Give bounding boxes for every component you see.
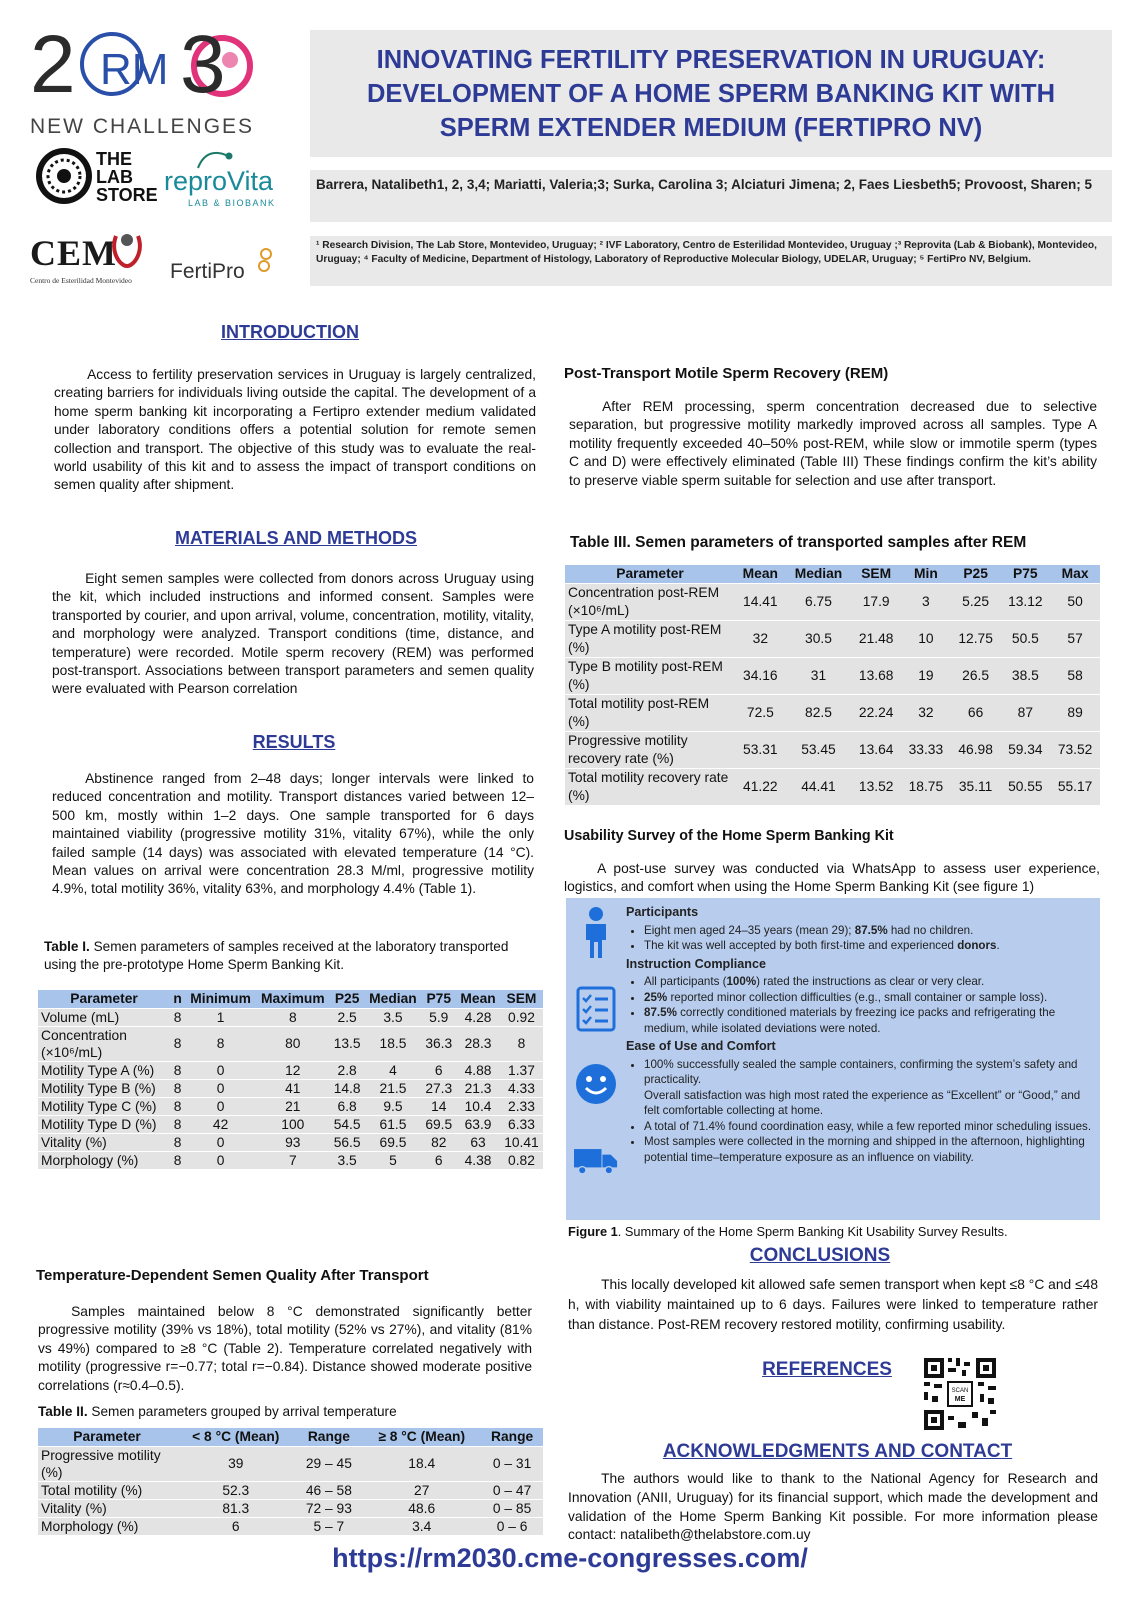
cem-text: CEM bbox=[30, 233, 117, 273]
table-cell: 82 bbox=[421, 1133, 456, 1151]
table-cell: 72 – 93 bbox=[296, 1499, 363, 1517]
table3-caption: Table III. Semen parameters of transported samples after REM bbox=[570, 534, 1027, 551]
table-cell: 21.48 bbox=[851, 620, 901, 657]
table-row bbox=[38, 1061, 543, 1079]
text-emphasis: donors bbox=[957, 939, 997, 952]
table-cell: Morphology (%) bbox=[38, 1517, 176, 1535]
table-cell: 44.41 bbox=[786, 768, 852, 805]
table-row bbox=[38, 1115, 543, 1133]
methods-title: MATERIALS AND METHODS bbox=[175, 528, 417, 548]
text-emphasis: 87.5% bbox=[854, 923, 888, 937]
table-cell: 87 bbox=[1000, 694, 1050, 731]
instruction-heading: Instruction Compliance bbox=[626, 956, 766, 971]
table2-caption bbox=[38, 1403, 532, 1421]
svg-text:ME: ME bbox=[954, 1396, 966, 1403]
table-cell: Volume (mL) bbox=[38, 1008, 170, 1026]
lab-store-logo bbox=[34, 146, 158, 210]
table-cell: 19 bbox=[901, 657, 951, 694]
table-cell: 32 bbox=[735, 620, 786, 657]
table-cell: 5.25 bbox=[951, 583, 1001, 620]
table-row bbox=[38, 1151, 543, 1169]
table-cell: Motility Type C (%) bbox=[38, 1097, 170, 1115]
authors: Barrera, Natalibeth1, 2, 3,4; Mariatti, Valeria;3; Surka, Carolina 3; Alciaturi Jimena; 2, Faes Liesbeth5; Provoost, Sharen; 5 bbox=[310, 170, 1112, 222]
table-cell: 21.5 bbox=[365, 1079, 422, 1097]
table-cell: 80 bbox=[256, 1026, 330, 1061]
table-cell: Type B motility post-REM (%) bbox=[565, 657, 735, 694]
table-cell: 28.3 bbox=[456, 1026, 500, 1061]
table-cell: 12.75 bbox=[951, 620, 1001, 657]
ease-list bbox=[626, 1057, 1092, 1166]
table-row bbox=[38, 1446, 543, 1481]
figure1-caption-text: . Summary of the Home Sperm Banking Kit Usability Survey Results. bbox=[617, 1224, 1008, 1239]
methods-text: Eight semen samples were collected from donors across Uruguay using the kit, which included instructions and informed consent. Samples were transported by courier, and upon arrival, volume, concentration, motility, vitality, and morphology were analyzed. Transport conditions (time, distance, and temperature) were recorded. Motile sperm recovery (REM) was performed post-transport. Associations between transport parameters and semen quality were evaluated with Pearson correlation bbox=[52, 571, 534, 697]
table-cell: 50 bbox=[1050, 583, 1100, 620]
table-cell: Motility Type B (%) bbox=[38, 1079, 170, 1097]
table-header-cell: Parameter bbox=[565, 565, 735, 583]
text-fragment: All participants ( bbox=[644, 975, 727, 988]
fertipro-text: FertiPro bbox=[170, 260, 245, 283]
table1-caption-text: Semen parameters of samples received at the laboratory transported using the pre-prototype Home Sperm Banking Kit. bbox=[44, 939, 509, 972]
table-cell: 58 bbox=[1050, 657, 1100, 694]
table1 bbox=[38, 990, 543, 1169]
table-cell: 34.16 bbox=[735, 657, 786, 694]
table-cell: 6.8 bbox=[330, 1097, 365, 1115]
table-header-cell: Mean bbox=[735, 565, 786, 583]
table-cell: 48.6 bbox=[362, 1499, 481, 1517]
table-cell: 53.31 bbox=[735, 731, 786, 768]
table-cell: 38.5 bbox=[1000, 657, 1050, 694]
table-cell: 8 bbox=[170, 1151, 185, 1169]
table-cell: 57 bbox=[1050, 620, 1100, 657]
table-cell: 13.64 bbox=[851, 731, 901, 768]
table1-caption-label: Table I. bbox=[44, 939, 90, 954]
table-cell: Progressive motility (%) bbox=[38, 1446, 176, 1481]
table-cell: 8 bbox=[500, 1026, 543, 1061]
table-cell: 4.33 bbox=[500, 1079, 543, 1097]
usability-text: A post-use survey was conducted via WhatsApp to assess user experience, logistics, and comfort when using the Home Sperm Banking Kit (see figure 1) bbox=[564, 861, 1100, 895]
table-cell: 5.9 bbox=[421, 1008, 456, 1026]
table-cell: Total motility post-REM (%) bbox=[565, 694, 735, 731]
table-header-cell: P25 bbox=[951, 565, 1001, 583]
text-fragment: correctly conditioned materials by freezing ice packs and refrigerating the medium, while isolated deviations were noted. bbox=[644, 1006, 1056, 1035]
table-row bbox=[38, 1026, 543, 1061]
qr-code[interactable] bbox=[922, 1356, 998, 1432]
table-cell: 42 bbox=[185, 1115, 256, 1133]
table-cell: 50.55 bbox=[1000, 768, 1050, 805]
references-title: REFERENCES bbox=[762, 1359, 892, 1380]
figure1-caption-label: Figure 1 bbox=[568, 1224, 618, 1239]
text-fragment: 100% successfully sealed the sample containers, confirming the system’s safety and practicality. bbox=[644, 1057, 1078, 1086]
text-emphasis: 87.5% bbox=[644, 1006, 677, 1019]
reprovita-text: reproVita bbox=[164, 166, 274, 196]
reprovita-subtext: LAB & BIOBANK bbox=[188, 198, 276, 208]
table-cell: 13.52 bbox=[851, 768, 901, 805]
list-item bbox=[644, 1057, 1092, 1119]
table-cell: 8 bbox=[256, 1008, 330, 1026]
text-fragment: reported minor collection difficulties (e.g., small container or sample loss). bbox=[667, 990, 1048, 1004]
table-cell: 8 bbox=[170, 1133, 185, 1151]
table-cell: Concentration post-REM (×10⁶/mL) bbox=[565, 583, 735, 620]
text-emphasis: 25% bbox=[644, 990, 668, 1004]
table-cell: 14 bbox=[421, 1097, 456, 1115]
table-row bbox=[38, 1097, 543, 1115]
rem-text: After REM processing, sperm concentration decreased due to selective separation, but progressive motility markedly improved across all samples. Type A motility frequently exceeded 40–50% post-REM, while slow or immotile sperm (types C and D) were effectively eliminated (Table III) These findings confirm the kit’s ability to preserve viable sperm suitable for selection and use after transport. bbox=[569, 399, 1097, 488]
table-cell: 6 bbox=[421, 1061, 456, 1079]
results-text: Abstinence ranged from 2–48 days; longer intervals were linked to reduced concentration and motility. Transport distances varied between 12–500 km, mostly within 1–2 days. One sample transported for 6 days maintained viability (progressive motility 31%, vitality 67%), while the only failed sample (14 days) was associated with elevated temperature (14 °C). Mean values on arrival were concentration 28.3 M/ml, progressive motility 4.9%, total motility 36%, vitality 63%, and morphology 4.4% (Table 1). bbox=[52, 771, 534, 897]
table-cell: 3.5 bbox=[365, 1008, 422, 1026]
svg-text:3: 3 bbox=[180, 22, 226, 108]
table-cell: 5 bbox=[365, 1151, 422, 1169]
table-cell: 46 – 58 bbox=[296, 1481, 363, 1499]
table-row bbox=[38, 1008, 543, 1026]
table-row bbox=[565, 583, 1100, 620]
list-item bbox=[644, 923, 1092, 939]
table-cell: 18.4 bbox=[362, 1446, 481, 1481]
table-cell: Motility Type D (%) bbox=[38, 1115, 170, 1133]
conclusions-title: CONCLUSIONS bbox=[749, 1245, 891, 1266]
table-header-cell: Parameter bbox=[38, 1428, 176, 1446]
instruction-list bbox=[626, 974, 1092, 1036]
table-cell: 0 – 47 bbox=[481, 1481, 543, 1499]
usability-survey-figure bbox=[566, 898, 1100, 1220]
table-cell: 30.5 bbox=[786, 620, 852, 657]
table-cell: 1.37 bbox=[500, 1061, 543, 1079]
table-cell: 5 – 7 bbox=[296, 1517, 363, 1535]
table-cell: 1 bbox=[185, 1008, 256, 1026]
text-fragment: . bbox=[996, 939, 1000, 952]
table-cell: 46.98 bbox=[951, 731, 1001, 768]
temperature-text: Samples maintained below 8 °C demonstrated significantly better progressive motility (39% vs 18%), total motility (52% vs 27%), and vitality (81% vs 49%) compared to ≥8 °C (Table 2). Temperature correlated negatively with motility (progressive r=−0.77; total r=−0.84). Distance showed moderate positive correlations (r≈0.4–0.5). bbox=[38, 1304, 532, 1393]
table-cell: 69.5 bbox=[421, 1115, 456, 1133]
smiley-icon bbox=[574, 1062, 618, 1106]
table-row bbox=[38, 1499, 543, 1517]
table-cell: 4 bbox=[365, 1061, 422, 1079]
conclusions-text: This locally developed kit allowed safe semen transport when kept ≤8 °C and ≤48 h, with viability maintained up to 6 days. Failures were linked to temperature rather than distance. Post-REM recovery restored motility, confirming usability. bbox=[568, 1277, 1098, 1332]
table-cell: 53.45 bbox=[786, 731, 852, 768]
table-cell: 0 – 6 bbox=[481, 1517, 543, 1535]
table-cell: 22.24 bbox=[851, 694, 901, 731]
introduction-text: Access to fertility preservation services in Uruguay is largely centralized, creating barriers for individuals living outside the capital. The development of a home sperm banking kit incorporating a Fertipro extender medium validated under laboratory conditions offers a potential solution for remote semen collection and transport. The objective of this study was to evaluate the real-world usability of this kit and to assess the impact of transport conditions on semen quality after shipment. bbox=[54, 367, 536, 493]
poster-title: INNOVATING FERTILITY PRESERVATION IN URUGUAY: DEVELOPMENT OF A HOME SPERM BANKING KIT WITH SPERM EXTENDER MEDIUM (FERTIPRO NV) bbox=[366, 45, 1056, 142]
table-cell: 0 bbox=[185, 1079, 256, 1097]
text-fragment: Eight men aged 24–35 years (mean 29); bbox=[644, 923, 855, 937]
introduction-title: INTRODUCTION bbox=[221, 322, 359, 342]
table-cell: 8 bbox=[170, 1097, 185, 1115]
table-cell: Vitality (%) bbox=[38, 1133, 170, 1151]
table-cell: 100 bbox=[256, 1115, 330, 1133]
text-fragment: Overall satisfaction was high most rated the experience as “Excellent” or “Good,” and felt comfortable collecting at home. bbox=[644, 1088, 1081, 1117]
table-header-cell: P75 bbox=[421, 990, 456, 1008]
qr-code-icon bbox=[922, 1356, 998, 1432]
table-cell: 50.5 bbox=[1000, 620, 1050, 657]
table-cell: 13.12 bbox=[1000, 583, 1050, 620]
fertipro-swirl-icon bbox=[256, 246, 276, 276]
table-header-cell: < 8 °C (Mean) bbox=[176, 1428, 296, 1446]
table-cell: 8 bbox=[170, 1026, 185, 1061]
table-cell: 14.8 bbox=[330, 1079, 365, 1097]
ease-heading: Ease of Use and Comfort bbox=[626, 1039, 776, 1053]
table-header-cell: Mean bbox=[456, 990, 500, 1008]
table-cell: 18.5 bbox=[365, 1026, 422, 1061]
table-cell: 18.75 bbox=[901, 768, 951, 805]
table-cell: 35.11 bbox=[951, 768, 1001, 805]
list-item bbox=[644, 1005, 1092, 1036]
table-header-cell: Maximum bbox=[256, 990, 330, 1008]
table-row bbox=[565, 768, 1100, 805]
table-row bbox=[38, 1517, 543, 1535]
truck-icon bbox=[574, 1146, 618, 1176]
table-cell: 8 bbox=[185, 1026, 256, 1061]
rm2030-logo-mark bbox=[30, 22, 270, 108]
table-header-cell: SEM bbox=[851, 565, 901, 583]
table-cell: 8 bbox=[170, 1115, 185, 1133]
acknowledgments-text: The authors would like to thank to the National Agency for Research and Innovation (ANII, Uruguay) for its financial support, which made the development and validation of the Home Sperm Banking Kit possible. For more information please contact: natalibeth@thelabstore.com.uy bbox=[568, 1471, 1098, 1543]
title-box bbox=[310, 30, 1112, 157]
table-cell: Progressive motility recovery rate (%) bbox=[565, 731, 735, 768]
table-cell: 13.5 bbox=[330, 1026, 365, 1061]
participants-heading: Participants bbox=[626, 905, 699, 919]
table-cell: 2.5 bbox=[330, 1008, 365, 1026]
table-cell: 8 bbox=[170, 1079, 185, 1097]
table-cell: 27.3 bbox=[421, 1079, 456, 1097]
table-cell: 4.38 bbox=[456, 1151, 500, 1169]
table-cell: 12 bbox=[256, 1061, 330, 1079]
reprovita-logo bbox=[164, 146, 284, 210]
text-fragment: The kit was well accepted by both first-time and experienced bbox=[644, 939, 958, 952]
table-cell: 41.22 bbox=[735, 768, 786, 805]
table-row bbox=[38, 1079, 543, 1097]
table-cell: 52.3 bbox=[176, 1481, 296, 1499]
table-cell: Vitality (%) bbox=[38, 1499, 176, 1517]
table-header-cell: P75 bbox=[1000, 565, 1050, 583]
table2-caption-label: Table II. bbox=[38, 1404, 88, 1419]
lab-store-emblem-icon bbox=[34, 146, 94, 206]
checklist-icon bbox=[574, 986, 618, 1032]
table-cell: Morphology (%) bbox=[38, 1151, 170, 1169]
text-fragment: had no children. bbox=[887, 923, 974, 937]
table-cell: 39 bbox=[176, 1446, 296, 1481]
table-cell: Total motility recovery rate (%) bbox=[565, 768, 735, 805]
table-cell: 0 bbox=[185, 1097, 256, 1115]
table-cell: 3 bbox=[901, 583, 951, 620]
table-cell: 4.88 bbox=[456, 1061, 500, 1079]
table-cell: 72.5 bbox=[735, 694, 786, 731]
table-cell: 33.33 bbox=[901, 731, 951, 768]
table-row bbox=[565, 657, 1100, 694]
participants-list bbox=[626, 923, 1092, 954]
table-header-cell: ≥ 8 °C (Mean) bbox=[362, 1428, 481, 1446]
table1-caption bbox=[44, 938, 514, 974]
table-cell: Total motility (%) bbox=[38, 1481, 176, 1499]
table-header-cell: SEM bbox=[500, 990, 543, 1008]
svg-text:2: 2 bbox=[30, 22, 70, 108]
table-cell: 14.41 bbox=[735, 583, 786, 620]
table-row bbox=[565, 731, 1100, 768]
usability-title: Usability Survey of the Home Sperm Banking Kit bbox=[564, 828, 894, 844]
list-item bbox=[644, 938, 1092, 954]
results-title: RESULTS bbox=[252, 732, 336, 752]
person-icon bbox=[574, 906, 618, 960]
table-cell: 93 bbox=[256, 1133, 330, 1151]
table-cell: 0 – 85 bbox=[481, 1499, 543, 1517]
temperature-title: Temperature-Dependent Semen Quality After Transport bbox=[36, 1267, 429, 1284]
table-cell: Concentration (×10⁶/mL) bbox=[38, 1026, 170, 1061]
table-cell: 8 bbox=[170, 1061, 185, 1079]
table-cell: 10.4 bbox=[456, 1097, 500, 1115]
table-cell: 61.5 bbox=[365, 1115, 422, 1133]
table-cell: 29 – 45 bbox=[296, 1446, 363, 1481]
table-cell: Motility Type A (%) bbox=[38, 1061, 170, 1079]
table-row bbox=[565, 694, 1100, 731]
table-cell: 3.5 bbox=[330, 1151, 365, 1169]
table-cell: 2.8 bbox=[330, 1061, 365, 1079]
affiliations: ¹ Research Division, The Lab Store, Montevideo, Uruguay; ² IVF Laboratory, Centro de Esterilidad Montevideo, Uruguay ;³ Reprovita (Lab & Biobank), Montevideo, Uruguay; ⁴ Faculty of Medicine, Department of Histology, Laboratory of Reproductive Molecular Biology, UDELAR, Uruguay; ⁵ FertiPro NV, Belgium. bbox=[310, 236, 1112, 286]
list-item bbox=[644, 974, 1092, 990]
table-cell: 26.5 bbox=[951, 657, 1001, 694]
table-header-cell: P25 bbox=[330, 990, 365, 1008]
table-cell: 0 bbox=[185, 1151, 256, 1169]
table-cell: 6.33 bbox=[500, 1115, 543, 1133]
table-cell: 82.5 bbox=[786, 694, 852, 731]
table-header-cell: Range bbox=[481, 1428, 543, 1446]
list-item: • Most samples were collected in the morning and shipped in the afternoon, highlighting potential time–temperature exposure as an influence on viability. bbox=[644, 1134, 1092, 1165]
table-cell: 6.75 bbox=[786, 583, 852, 620]
table-cell: 8 bbox=[170, 1008, 185, 1026]
cem-subtext: Centro de Esterilidad Montevideo bbox=[30, 276, 132, 285]
table-cell: Type A motility post-REM (%) bbox=[565, 620, 735, 657]
list-item bbox=[644, 990, 1092, 1006]
table-cell: 21 bbox=[256, 1097, 330, 1115]
acknowledgments-title: ACKNOWLEDGMENTS AND CONTACT bbox=[662, 1441, 1013, 1462]
table-header-cell: Range bbox=[296, 1428, 363, 1446]
footer-url[interactable]: https://rm2030.cme-congresses.com/ bbox=[332, 1543, 808, 1573]
table-header-cell: Max bbox=[1050, 565, 1100, 583]
table-cell: 10 bbox=[901, 620, 951, 657]
table-cell: 36.3 bbox=[421, 1026, 456, 1061]
table2-caption-text: Semen parameters grouped by arrival temperature bbox=[87, 1404, 397, 1419]
table-cell: 63 bbox=[456, 1133, 500, 1151]
table-cell: 89 bbox=[1050, 694, 1100, 731]
table-cell: 2.33 bbox=[500, 1097, 543, 1115]
cem-emblem-icon bbox=[110, 226, 144, 270]
table-cell: 31 bbox=[786, 657, 852, 694]
table-cell: 6 bbox=[176, 1517, 296, 1535]
table-header-cell: Median bbox=[786, 565, 852, 583]
table2 bbox=[38, 1428, 543, 1535]
table-cell: 6 bbox=[421, 1151, 456, 1169]
text-emphasis: 100% bbox=[726, 975, 757, 988]
lab-store-text: THE LAB STORE bbox=[96, 149, 158, 205]
table-row bbox=[38, 1481, 543, 1499]
table-cell: 56.5 bbox=[330, 1133, 365, 1151]
rm2030-logo bbox=[30, 22, 270, 138]
table-cell: 55.17 bbox=[1050, 768, 1100, 805]
list-item: • A total of 71.4% found coordination easy, while a few reported minor scheduling issues. bbox=[644, 1119, 1092, 1135]
logo-subtitle: NEW CHALLENGES bbox=[30, 115, 255, 138]
table-cell: 81.3 bbox=[176, 1499, 296, 1517]
table-cell: 63.9 bbox=[456, 1115, 500, 1133]
svg-text:SCAN: SCAN bbox=[951, 1388, 969, 1394]
table-cell: 66 bbox=[951, 694, 1001, 731]
table-header-cell: Median bbox=[365, 990, 422, 1008]
table-cell: 7 bbox=[256, 1151, 330, 1169]
table-cell: 54.5 bbox=[330, 1115, 365, 1133]
text-fragment: ) rated the instructions as clear or very clear. bbox=[756, 975, 985, 988]
table-cell: 0 bbox=[185, 1061, 256, 1079]
table-cell: 3.4 bbox=[362, 1517, 481, 1535]
table-cell: 0.82 bbox=[500, 1151, 543, 1169]
table-cell: 59.34 bbox=[1000, 731, 1050, 768]
table-cell: 10.41 bbox=[500, 1133, 543, 1151]
fertipro-logo bbox=[170, 246, 280, 286]
rm-text: RM bbox=[100, 45, 169, 94]
table3 bbox=[565, 565, 1100, 805]
rem-title: Post-Transport Motile Sperm Recovery (REM) bbox=[564, 365, 889, 382]
figure1-caption bbox=[568, 1224, 1108, 1239]
table-cell: 17.9 bbox=[851, 583, 901, 620]
table-cell: 0 bbox=[185, 1133, 256, 1151]
cem-logo bbox=[30, 226, 150, 290]
table-cell: 4.28 bbox=[456, 1008, 500, 1026]
table-cell: 32 bbox=[901, 694, 951, 731]
table-header-cell: Min bbox=[901, 565, 951, 583]
table-cell: 69.5 bbox=[365, 1133, 422, 1151]
table-cell: 13.68 bbox=[851, 657, 901, 694]
table-header-cell: Parameter bbox=[38, 990, 170, 1008]
table-cell: 27 bbox=[362, 1481, 481, 1499]
table-cell: 21.3 bbox=[456, 1079, 500, 1097]
table-header-cell: n bbox=[170, 990, 185, 1008]
table-cell: 0 – 31 bbox=[481, 1446, 543, 1481]
table-header-cell: Minimum bbox=[185, 990, 256, 1008]
table-cell: 41 bbox=[256, 1079, 330, 1097]
table-cell: 9.5 bbox=[365, 1097, 422, 1115]
table-row bbox=[565, 620, 1100, 657]
table-cell: 73.52 bbox=[1050, 731, 1100, 768]
table-cell: 0.92 bbox=[500, 1008, 543, 1026]
table-row bbox=[38, 1133, 543, 1151]
